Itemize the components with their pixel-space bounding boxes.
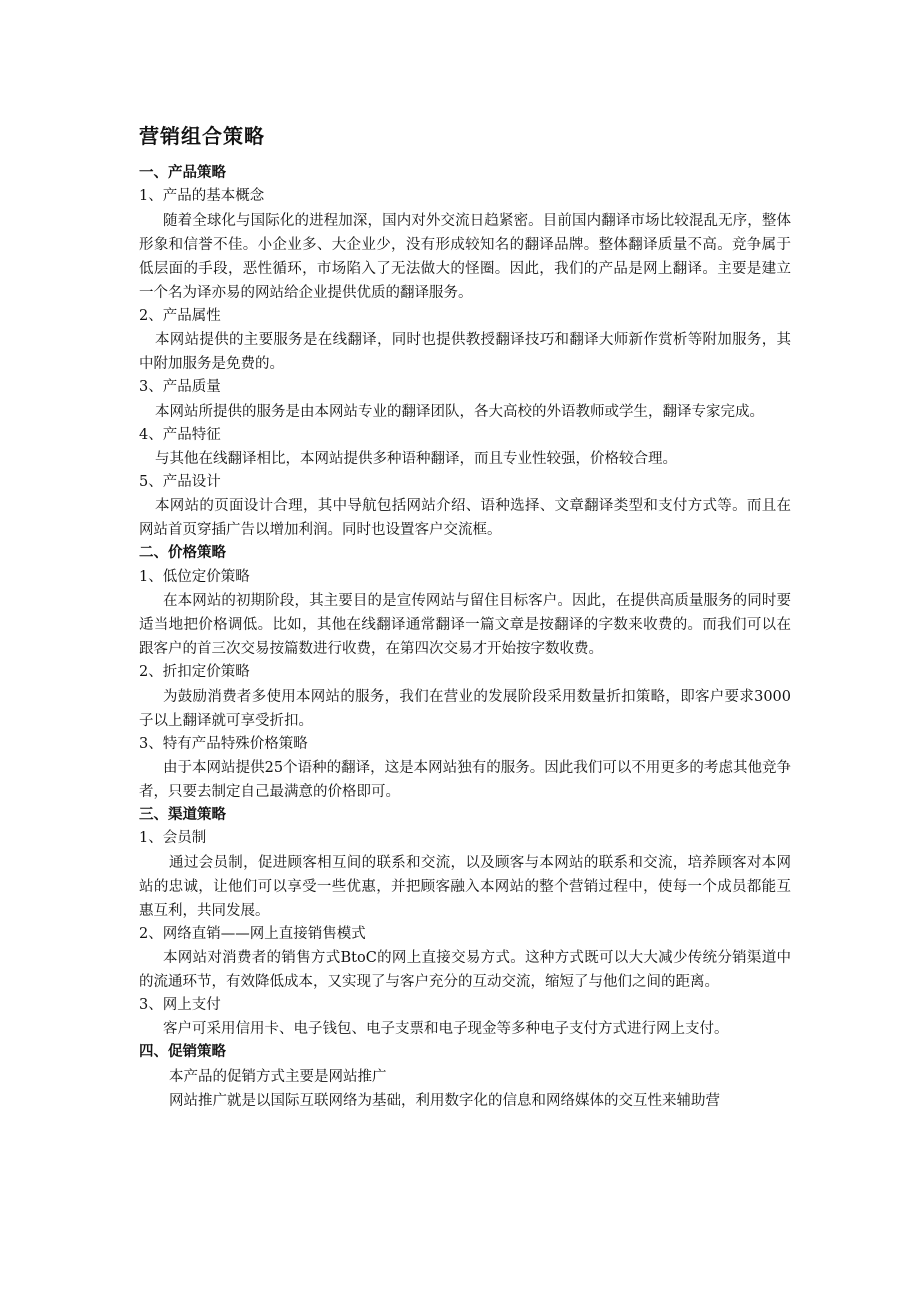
subsection-heading: 1、低位定价策略 (139, 568, 250, 585)
paragraph: 通过会员制，促进顾客相互间的联系和交流，以及顾客与本网站的联系和交流，培养顾客对本网站的忠诚，让他们可以享受一些优惠，并把顾客融入本网站的整个营销过程中，使每一个成员都能互惠互利，共同发展。 (139, 854, 791, 919)
document-body (139, 162, 791, 1113)
paragraph: 本网站提供的主要服务是在线翻译，同时也提供教授翻译技巧和翻译大师新作赏析等附加服务，其中附加服务是免费的。 (139, 332, 791, 373)
paragraph: 在本网站的初期阶段，其主要目的是宣传网站与留住目标客户。因此，在提供高质量服务的同时要适当地把价格调低。比如，其他在线翻译通常翻译一篇文章是按翻译的字数来收费的。而我们可以在跟客户的首三次交易按篇数进行收费，在第四次交易才开始按字数收费。 (139, 593, 791, 658)
subsection-heading: 1、会员制 (139, 830, 207, 847)
paragraph: 本网站所提供的服务是由本网站专业的翻译团队，各大高校的外语教师或学生，翻译专家完成。 (155, 403, 764, 420)
subsection-heading: 2、折扣定价策略 (139, 664, 250, 681)
subsection-heading: 1、产品的基本概念 (139, 188, 265, 205)
paragraph: 客户可采用信用卡、电子钱包、电子支票和电子现金等多种电子支付方式进行网上支付。 (163, 1021, 729, 1038)
paragraph: 与其他在线翻译相比，本网站提供多种语种翻译，而且专业性较强，价格较合理。 (155, 450, 677, 467)
subsection-heading: 3、特有产品特殊价格策略 (139, 735, 308, 752)
paragraph: 为鼓励消费者多使用本网站的服务，我们在营业的发展阶段采用数量折扣策略，即客户要求3000子以上翻译就可享受折扣。 (139, 688, 791, 729)
subsection-heading: 2、网络直销——网上直接销售模式 (139, 925, 366, 942)
section-heading: 三、渠道策略 (139, 806, 226, 823)
subsection-heading: 5、产品设计 (139, 473, 221, 490)
document-title: 营销组合策略 (139, 124, 265, 148)
section-heading: 二、价格策略 (139, 545, 226, 562)
section-heading: 四、促销策略 (139, 1044, 226, 1061)
subsection-heading: 3、网上支付 (139, 997, 221, 1014)
subsection-heading: 4、产品特征 (139, 426, 221, 443)
section-heading: 一、产品策略 (139, 165, 226, 181)
paragraph: 网站推广就是以国际互联网络为基础，利用数字化的信息和网络媒体的交互性来辅助营 (169, 1092, 720, 1109)
subsection-heading: 2、产品属性 (139, 307, 221, 324)
subsection-heading: 3、产品质量 (139, 379, 221, 396)
paragraph: 本网站的页面设计合理，其中导航包括网站介绍、语种选择、文章翻译类型和支付方式等。而且在网站首页穿插广告以增加利润。同时也设置客户交流框。 (139, 498, 791, 539)
paragraph: 本网站对消费者的销售方式BtoC的网上直接交易方式。这种方式既可以大大减少传统分销渠道中的流通环节，有效降低成本，又实现了与客户充分的互动交流，缩短了与他们之间的距离。 (139, 950, 791, 991)
paragraph: 由于本网站提供25个语种的翻译，这是本网站独有的服务。因此我们可以不用更多的考虑其他竞争者，只要去制定自己最满意的价格即可。 (139, 759, 791, 800)
paragraph: 本产品的促销方式主要是网站推广 (169, 1068, 387, 1085)
paragraph: 随着全球化与国际化的进程加深，国内对外交流日趋紧密。目前国内翻译市场比较混乱无序，整体形象和信誉不佳。小企业多、大企业少，没有形成较知名的翻译品牌。整体翻译质量不高。竞争属于低层面的手段，恶性循环，市场陷入了无法做大的怪圈。因此，我们的产品是网上翻译。主要是建立一个名为译亦易的网站给企业提供优质的翻译服务。 (139, 212, 791, 301)
